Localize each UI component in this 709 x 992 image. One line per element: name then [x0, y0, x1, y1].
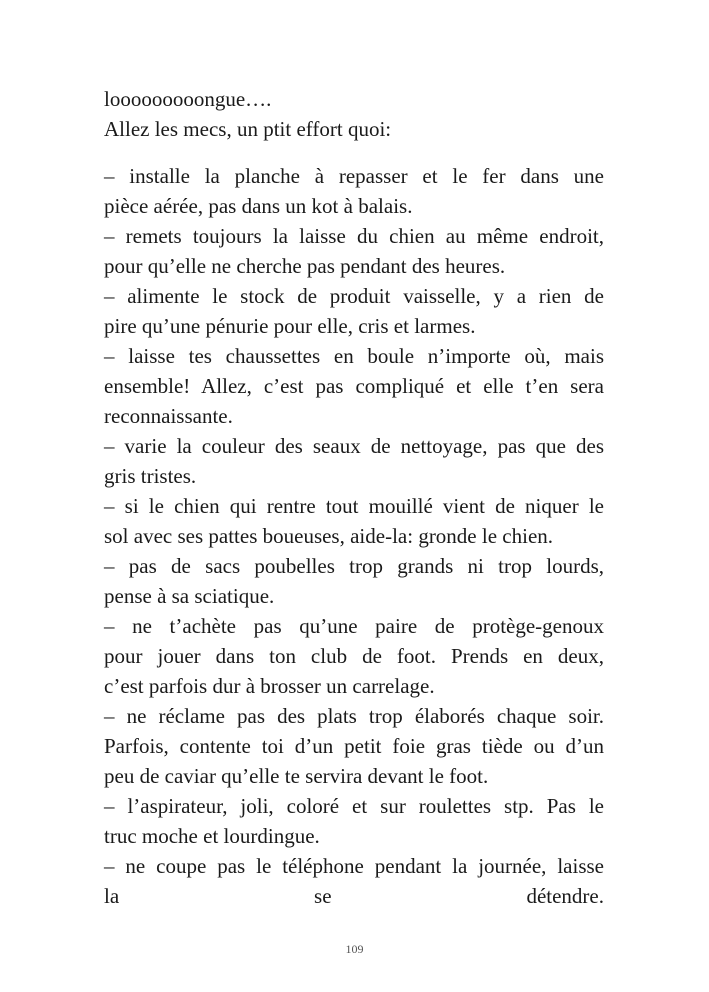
tip-8: [104, 611, 604, 701]
tip-line: – installe la planche à repasser et le fer dans une: [104, 164, 604, 188]
tip-line: – varie la couleur des seaux de nettoyage, pas que des: [104, 434, 604, 458]
tip-line: – ne coupe pas le téléphone pendant la journée, laisse: [104, 854, 604, 878]
tip-line: truc moche et lourdingue.: [104, 824, 320, 848]
intro-line-1: looooooooongue….: [104, 87, 272, 111]
tip-line: – l’aspirateur, joli, coloré et sur roulettes stp. Pas le: [104, 794, 604, 818]
tip-9: [104, 701, 604, 791]
tip-5: [104, 431, 604, 491]
tip-10: [104, 791, 604, 851]
tip-4: [104, 341, 604, 431]
tip-6: [104, 491, 604, 551]
tip-line: gris tristes.: [104, 464, 197, 488]
tip-3: [104, 281, 604, 341]
tip-line: reconnaissante.: [104, 404, 233, 428]
intro-line-2: Allez les mecs, un ptit effort quoi:: [104, 117, 392, 141]
tip-2: [104, 221, 604, 281]
tip-line: la se détendre.: [104, 884, 604, 908]
tip-line: Parfois, contente toi d’un petit foie gras tiède ou d’un: [104, 734, 604, 758]
tip-7: [104, 551, 604, 611]
paragraph-gap: [104, 144, 604, 161]
tip-line: – ne réclame pas des plats trop élaborés chaque soir.: [104, 704, 604, 728]
tip-line: – laisse tes chaussettes en boule n’importe où, mais: [104, 344, 604, 368]
tip-line: pièce aérée, pas dans un kot à balais.: [104, 194, 413, 218]
tip-line: ensemble! Allez, c’est pas compliqué et elle t’en sera: [104, 374, 604, 398]
tip-line: – alimente le stock de produit vaisselle, y a rien de: [104, 284, 604, 308]
page-body: [104, 84, 604, 911]
tip-line: pire qu’une pénurie pour elle, cris et larmes.: [104, 314, 476, 338]
tip-line: pour qu’elle ne cherche pas pendant des heures.: [104, 254, 506, 278]
tip-line: c’est parfois dur à brosser un carrelage.: [104, 674, 435, 698]
tip-line: – pas de sacs poubelles trop grands ni trop lourds,: [104, 554, 604, 578]
tip-line: – si le chien qui rentre tout mouillé vient de niquer le: [104, 494, 604, 518]
tip-line: – ne t’achète pas qu’une paire de protège-genoux: [104, 614, 604, 638]
tip-line: sol avec ses pattes boueuses, aide-la: gronde le chien.: [104, 524, 554, 548]
tip-line: pense à sa sciatique.: [104, 584, 275, 608]
tip-line: pour jouer dans ton club de foot. Prends en deux,: [104, 644, 604, 668]
tip-line: – remets toujours la laisse du chien au même endroit,: [104, 224, 604, 248]
tip-line: peu de caviar qu’elle te servira devant le foot.: [104, 764, 489, 788]
tip-11: [104, 851, 604, 911]
page-number: 109: [345, 942, 364, 956]
tip-1: [104, 161, 604, 221]
